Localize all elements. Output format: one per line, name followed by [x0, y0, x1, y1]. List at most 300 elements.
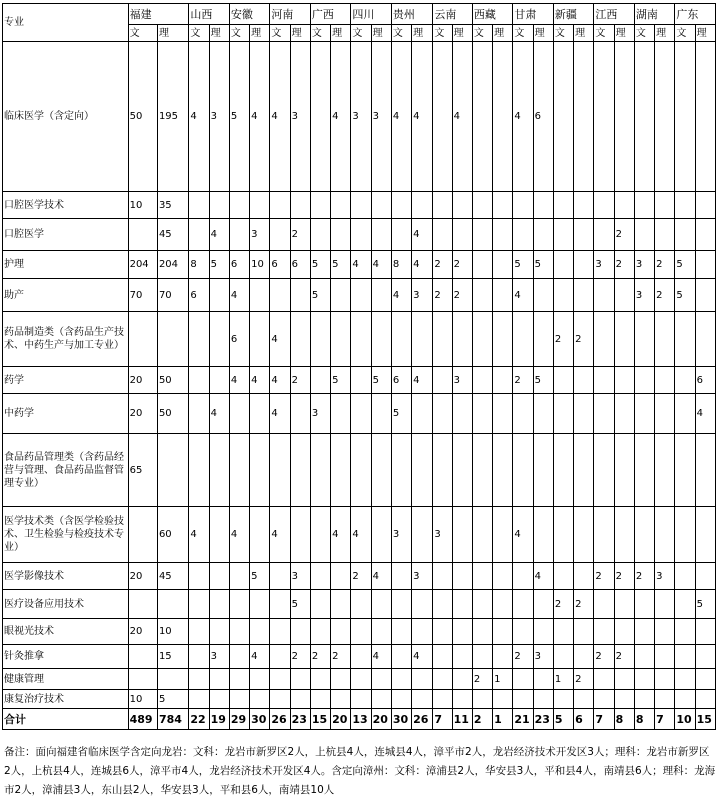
quota-cell — [533, 669, 553, 690]
quota-cell — [157, 312, 188, 367]
quota-cell — [533, 192, 553, 219]
quota-cell — [433, 590, 452, 619]
quota-cell — [493, 251, 513, 279]
major-name-cell: 医学技术类（含医学检验技术、卫生检验与检疫技术专业） — [3, 507, 129, 563]
quota-cell — [695, 507, 715, 563]
quota-cell — [513, 434, 533, 507]
major-name-cell: 针灸推拿 — [3, 645, 129, 669]
quota-cell — [391, 590, 411, 619]
total-cell: 2 — [472, 709, 492, 730]
quota-cell — [574, 619, 594, 645]
total-cell: 489 — [128, 709, 157, 730]
quota-cell: 4 — [209, 394, 229, 434]
quota-cell: 4 — [209, 219, 229, 251]
quota-cell — [574, 507, 594, 563]
quota-cell: 4 — [250, 42, 270, 192]
quota-cell — [351, 645, 371, 669]
quota-cell: 20 — [128, 563, 157, 590]
quota-cell — [371, 507, 391, 563]
quota-cell — [391, 690, 411, 709]
quota-cell — [391, 219, 411, 251]
quota-cell — [351, 669, 371, 690]
quota-cell: 35 — [157, 192, 188, 219]
quota-cell — [553, 394, 573, 434]
quota-cell — [351, 690, 371, 709]
quota-cell — [553, 690, 573, 709]
quota-cell: 4 — [695, 394, 715, 434]
quota-cell — [209, 669, 229, 690]
quota-cell: 5 — [157, 690, 188, 709]
quota-cell — [331, 219, 351, 251]
quota-cell: 2 — [472, 669, 492, 690]
quota-cell — [493, 279, 513, 312]
quota-cell — [614, 279, 634, 312]
quota-cell — [493, 192, 513, 219]
header-row-provinces — [3, 4, 716, 25]
quota-cell: 4 — [371, 645, 391, 669]
subject-wen-header: 文 — [594, 25, 614, 42]
quota-cell — [157, 434, 188, 507]
table-row — [3, 434, 716, 507]
quota-cell: 5 — [371, 367, 391, 394]
quota-cell: 8 — [189, 251, 209, 279]
total-cell: 1 — [493, 709, 513, 730]
quota-cell — [310, 42, 330, 192]
quota-cell: 3 — [351, 42, 371, 192]
quota-cell — [452, 219, 472, 251]
quota-cell — [452, 434, 472, 507]
province-header: 福建 — [128, 4, 189, 25]
quota-cell: 5 — [290, 590, 310, 619]
quota-cell — [189, 219, 209, 251]
quota-cell: 4 — [412, 645, 433, 669]
subject-li-header: 理 — [371, 25, 391, 42]
subject-li-header: 理 — [452, 25, 472, 42]
quota-cell: 2 — [513, 367, 533, 394]
quota-cell: 3 — [594, 251, 614, 279]
table-row — [3, 690, 716, 709]
quota-cell — [433, 219, 452, 251]
quota-cell — [250, 434, 270, 507]
quota-cell — [655, 590, 675, 619]
quota-cell — [594, 279, 614, 312]
quota-cell: 2 — [553, 312, 573, 367]
quota-cell: 3 — [634, 251, 654, 279]
quota-cell: 204 — [157, 251, 188, 279]
quota-cell — [229, 669, 249, 690]
subject-wen-header: 文 — [189, 25, 209, 42]
quota-cell — [493, 590, 513, 619]
quota-cell: 3 — [290, 42, 310, 192]
quota-cell: 4 — [270, 312, 290, 367]
subject-li-header: 理 — [695, 25, 715, 42]
quota-cell — [391, 312, 411, 367]
province-header: 广西 — [310, 4, 351, 25]
quota-cell: 8 — [391, 251, 411, 279]
quota-cell — [594, 619, 614, 645]
quota-cell — [655, 645, 675, 669]
quota-cell: 10 — [250, 251, 270, 279]
quota-cell: 6 — [229, 312, 249, 367]
quota-cell — [472, 590, 492, 619]
quota-cell: 2 — [290, 219, 310, 251]
quota-cell — [310, 312, 330, 367]
major-name-cell: 康复治疗技术 — [3, 690, 129, 709]
table-row — [3, 619, 716, 645]
quota-cell: 5 — [209, 251, 229, 279]
quota-cell — [209, 367, 229, 394]
quota-cell — [655, 367, 675, 394]
quota-cell — [594, 219, 614, 251]
quota-cell — [594, 394, 614, 434]
quota-cell — [371, 690, 391, 709]
quota-cell — [533, 434, 553, 507]
quota-cell — [209, 279, 229, 312]
total-cell: 19 — [209, 709, 229, 730]
quota-cell — [189, 434, 209, 507]
quota-cell — [675, 690, 695, 709]
quota-cell — [270, 219, 290, 251]
quota-cell: 6 — [695, 367, 715, 394]
quota-cell — [310, 434, 330, 507]
quota-cell — [574, 219, 594, 251]
quota-cell — [493, 394, 513, 434]
table-row — [3, 367, 716, 394]
quota-cell — [655, 669, 675, 690]
table-row — [3, 507, 716, 563]
major-name-cell: 药学 — [3, 367, 129, 394]
quota-cell — [209, 690, 229, 709]
quota-cell — [270, 619, 290, 645]
quota-cell: 4 — [391, 279, 411, 312]
quota-cell: 45 — [157, 219, 188, 251]
quota-cell: 4 — [270, 367, 290, 394]
major-name-cell: 助产 — [3, 279, 129, 312]
quota-cell — [472, 690, 492, 709]
quota-cell — [189, 312, 209, 367]
quota-cell — [371, 192, 391, 219]
quota-cell — [331, 563, 351, 590]
quota-cell — [695, 563, 715, 590]
quota-cell — [574, 192, 594, 219]
quota-cell — [250, 192, 270, 219]
table-row — [3, 590, 716, 619]
quota-cell — [412, 312, 433, 367]
quota-cell — [472, 434, 492, 507]
quota-cell: 4 — [270, 507, 290, 563]
quota-cell: 20 — [128, 394, 157, 434]
total-cell: 22 — [189, 709, 209, 730]
quota-cell — [695, 219, 715, 251]
quota-cell: 20 — [128, 619, 157, 645]
quota-cell — [371, 590, 391, 619]
quota-cell — [270, 669, 290, 690]
quota-cell: 5 — [331, 251, 351, 279]
quota-cell: 50 — [157, 394, 188, 434]
quota-cell — [209, 192, 229, 219]
province-header: 湖南 — [634, 4, 675, 25]
quota-cell — [189, 619, 209, 645]
quota-cell — [655, 219, 675, 251]
quota-cell — [574, 367, 594, 394]
quota-cell — [310, 563, 330, 590]
quota-cell — [189, 645, 209, 669]
table-row — [3, 192, 716, 219]
quota-cell: 60 — [157, 507, 188, 563]
quota-cell — [634, 590, 654, 619]
quota-cell — [433, 312, 452, 367]
quota-cell: 5 — [513, 251, 533, 279]
quota-cell: 3 — [533, 645, 553, 669]
total-cell: 5 — [553, 709, 573, 730]
total-cell: 20 — [371, 709, 391, 730]
quota-cell — [493, 690, 513, 709]
total-cell: 7 — [594, 709, 614, 730]
quota-cell: 4 — [189, 507, 209, 563]
quota-cell — [391, 192, 411, 219]
quota-cell: 10 — [157, 619, 188, 645]
quota-cell — [493, 434, 513, 507]
quota-cell — [351, 590, 371, 619]
quota-cell — [695, 251, 715, 279]
quota-cell — [472, 312, 492, 367]
quota-cell — [290, 394, 310, 434]
quota-cell — [128, 219, 157, 251]
quota-cell — [655, 619, 675, 645]
quota-cell — [351, 367, 371, 394]
total-cell: 30 — [391, 709, 411, 730]
quota-cell — [533, 507, 553, 563]
quota-cell — [472, 279, 492, 312]
quota-cell: 4 — [331, 507, 351, 563]
quota-cell — [493, 619, 513, 645]
quota-cell — [614, 669, 634, 690]
quota-cell — [675, 219, 695, 251]
quota-cell — [371, 279, 391, 312]
quota-cell — [634, 507, 654, 563]
quota-cell: 2 — [614, 219, 634, 251]
quota-cell — [634, 619, 654, 645]
quota-cell — [209, 434, 229, 507]
quota-cell — [513, 563, 533, 590]
quota-cell: 5 — [331, 367, 351, 394]
quota-cell — [433, 42, 452, 192]
total-cell: 11 — [452, 709, 472, 730]
subject-wen-header: 文 — [553, 25, 573, 42]
subject-wen-header: 文 — [351, 25, 371, 42]
quota-cell — [433, 394, 452, 434]
quota-cell — [189, 669, 209, 690]
quota-cell — [452, 192, 472, 219]
quota-cell: 15 — [157, 645, 188, 669]
quota-cell — [331, 192, 351, 219]
quota-cell: 2 — [553, 590, 573, 619]
quota-cell — [513, 394, 533, 434]
quota-cell — [351, 219, 371, 251]
quota-cell: 4 — [452, 42, 472, 192]
quota-cell — [655, 394, 675, 434]
quota-cell — [574, 434, 594, 507]
quota-cell — [574, 394, 594, 434]
quota-cell — [695, 192, 715, 219]
quota-cell: 2 — [614, 645, 634, 669]
table-row — [3, 251, 716, 279]
table-row — [3, 279, 716, 312]
quota-cell: 2 — [433, 279, 452, 312]
quota-cell: 5 — [250, 563, 270, 590]
quota-cell — [634, 690, 654, 709]
quota-cell — [675, 590, 695, 619]
quota-cell — [189, 192, 209, 219]
province-header: 河南 — [270, 4, 311, 25]
quota-cell — [128, 590, 157, 619]
quota-cell: 5 — [695, 590, 715, 619]
quota-cell — [675, 669, 695, 690]
quota-cell — [331, 434, 351, 507]
major-name-cell: 医学影像技术 — [3, 563, 129, 590]
quota-cell — [533, 590, 553, 619]
quota-cell: 10 — [128, 192, 157, 219]
province-header: 西藏 — [472, 4, 513, 25]
subject-li-header: 理 — [331, 25, 351, 42]
quota-cell — [533, 690, 553, 709]
quota-cell: 4 — [412, 367, 433, 394]
province-header: 新疆 — [553, 4, 594, 25]
table-row — [3, 42, 716, 192]
quota-cell — [675, 367, 695, 394]
quota-cell — [270, 434, 290, 507]
quota-cell — [574, 42, 594, 192]
subject-wen-header: 文 — [128, 25, 157, 42]
quota-cell — [310, 507, 330, 563]
quota-cell — [310, 219, 330, 251]
quota-cell — [351, 192, 371, 219]
quota-cell — [229, 563, 249, 590]
quota-cell — [655, 192, 675, 219]
quota-cell — [310, 367, 330, 394]
quota-cell — [655, 312, 675, 367]
quota-cell — [391, 669, 411, 690]
quota-cell — [655, 690, 675, 709]
quota-cell — [594, 590, 614, 619]
quota-cell — [229, 192, 249, 219]
quota-cell — [655, 42, 675, 192]
quota-cell — [553, 645, 573, 669]
quota-cell — [371, 312, 391, 367]
total-cell: 21 — [513, 709, 533, 730]
province-header: 甘肃 — [513, 4, 554, 25]
quota-cell — [452, 645, 472, 669]
quota-cell — [513, 690, 533, 709]
quota-cell — [290, 507, 310, 563]
quota-cell — [594, 507, 614, 563]
quota-cell — [634, 312, 654, 367]
quota-cell — [574, 251, 594, 279]
quota-cell — [391, 645, 411, 669]
quota-cell — [229, 219, 249, 251]
total-cell: 15 — [695, 709, 715, 730]
quota-cell: 2 — [452, 251, 472, 279]
total-cell: 23 — [290, 709, 310, 730]
quota-cell — [695, 619, 715, 645]
quota-cell: 4 — [250, 367, 270, 394]
table-row — [3, 669, 716, 690]
quota-cell: 3 — [209, 645, 229, 669]
quota-cell — [189, 367, 209, 394]
quota-cell — [533, 312, 553, 367]
quota-cell — [695, 434, 715, 507]
quota-cell: 3 — [290, 563, 310, 590]
quota-cell — [391, 619, 411, 645]
quota-cell: 3 — [412, 279, 433, 312]
quota-cell — [472, 619, 492, 645]
quota-cell — [472, 192, 492, 219]
quota-cell: 4 — [229, 367, 249, 394]
quota-cell: 1 — [493, 669, 513, 690]
province-header: 安徽 — [229, 4, 270, 25]
quota-cell — [594, 690, 614, 709]
total-cell: 30 — [250, 709, 270, 730]
quota-cell — [675, 192, 695, 219]
quota-cell: 4 — [229, 507, 249, 563]
quota-cell: 2 — [513, 645, 533, 669]
major-name-cell: 口腔医学 — [3, 219, 129, 251]
quota-cell: 5 — [675, 279, 695, 312]
major-name-cell: 临床医学（含定向） — [3, 42, 129, 192]
quota-cell — [290, 312, 310, 367]
quota-cell — [675, 563, 695, 590]
quota-cell: 5 — [533, 367, 553, 394]
total-cell: 10 — [675, 709, 695, 730]
quota-cell: 4 — [412, 42, 433, 192]
subject-wen-header: 文 — [229, 25, 249, 42]
quota-cell — [290, 690, 310, 709]
quota-cell — [614, 394, 634, 434]
quota-cell — [675, 42, 695, 192]
quota-cell — [189, 394, 209, 434]
quota-cell — [433, 669, 452, 690]
quota-cell: 4 — [391, 42, 411, 192]
total-cell: 8 — [634, 709, 654, 730]
quota-cell — [553, 251, 573, 279]
quota-cell — [412, 507, 433, 563]
subject-wen-header: 文 — [270, 25, 290, 42]
quota-cell — [229, 645, 249, 669]
quota-cell — [250, 619, 270, 645]
quota-cell — [331, 312, 351, 367]
total-cell: 7 — [655, 709, 675, 730]
quota-cell: 2 — [594, 563, 614, 590]
quota-cell: 4 — [351, 507, 371, 563]
quota-cell — [472, 507, 492, 563]
table-row — [3, 312, 716, 367]
quota-cell — [594, 434, 614, 507]
quota-cell — [614, 690, 634, 709]
quota-cell — [614, 590, 634, 619]
quota-cell — [574, 563, 594, 590]
total-cell: 6 — [574, 709, 594, 730]
quota-cell: 45 — [157, 563, 188, 590]
quota-cell — [351, 312, 371, 367]
subject-wen-header: 文 — [391, 25, 411, 42]
quota-cell — [493, 312, 513, 367]
quota-cell — [209, 507, 229, 563]
province-header: 山西 — [189, 4, 230, 25]
quota-cell — [331, 279, 351, 312]
quota-cell — [412, 669, 433, 690]
quota-cell — [290, 279, 310, 312]
quota-cell — [513, 312, 533, 367]
